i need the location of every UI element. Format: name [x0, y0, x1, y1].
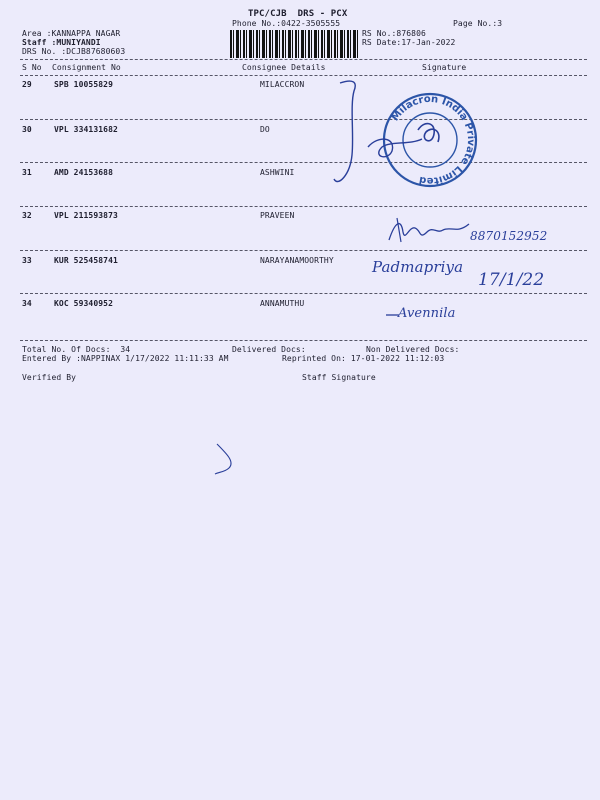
delivered-docs: Delivered Docs:	[232, 345, 306, 354]
table-row	[0, 256, 600, 266]
divider	[20, 293, 587, 294]
handwritten-name-34: Avennila	[398, 306, 456, 321]
drs-number: DRS No. :DCJB87680603	[22, 47, 126, 56]
row-consignment: AMD 24153688	[54, 168, 113, 177]
area-label: Area :KANNAPPA NAGAR	[22, 29, 121, 38]
barcode	[230, 30, 358, 58]
row-consignee: PRAVEEN	[260, 211, 295, 220]
row-consignee: ASHWINI	[260, 168, 295, 177]
signature-32	[385, 212, 475, 247]
row-consignee: NARAYANAMOORTHY	[260, 256, 334, 265]
divider	[20, 119, 587, 120]
stray-pen-mark	[205, 440, 245, 480]
page-number: Page No.:3	[453, 19, 503, 28]
rs-number: RS No.:876806	[362, 29, 426, 38]
divider	[20, 75, 587, 76]
divider	[20, 59, 587, 60]
row-consignment: SPB 10055829	[54, 80, 113, 89]
divider	[20, 250, 587, 251]
row-consignment: KOC 59340952	[54, 299, 113, 308]
report-title: TPC/CJB DRS - PCX	[248, 9, 348, 19]
row-sno: 32	[22, 211, 32, 220]
table-row	[0, 125, 600, 135]
handwritten-date-33: 17/1/22	[478, 270, 545, 290]
row-consignment: VPL 334131682	[54, 125, 118, 134]
row-consignment: KUR 525458741	[54, 256, 118, 265]
row-consignee: MILACCRON	[260, 80, 305, 89]
col-signature: Signature	[422, 63, 467, 72]
signature-scribble	[330, 75, 490, 195]
row-consignee: ANNAMUTHU	[260, 299, 305, 308]
non-delivered-docs: Non Delivered Docs:	[366, 345, 460, 354]
row-sno: 31	[22, 168, 32, 177]
table-row	[0, 299, 600, 309]
col-sno: S No	[22, 63, 42, 72]
phone-number: Phone No.:0422-3505555	[232, 19, 341, 28]
table-row	[0, 168, 600, 178]
row-sno: 30	[22, 125, 32, 134]
row-sno: 29	[22, 80, 32, 89]
handwritten-name-33: Padmapriya	[372, 258, 464, 276]
verified-by: Verified By	[22, 373, 77, 382]
table-row	[0, 80, 600, 90]
row-sno: 34	[22, 299, 32, 308]
dash-mark	[385, 310, 401, 320]
svg-text:Milacron India Private Limited: Milacron India Private Limited	[389, 93, 477, 187]
col-consignee: Consignee Details	[242, 63, 326, 72]
table-row	[0, 211, 600, 221]
col-consignment: Consignment No	[52, 63, 121, 72]
row-sno: 33	[22, 256, 32, 265]
row-consignment: VPL 211593873	[54, 211, 118, 220]
total-docs: Total No. Of Docs: 34	[22, 345, 131, 354]
rs-date: RS Date:17-Jan-2022	[362, 38, 456, 47]
staff-label: Staff :MUNIYANDI	[22, 38, 101, 47]
handwritten-phone: 8870152952	[470, 229, 548, 243]
divider	[20, 206, 587, 207]
row-consignee: DO	[260, 125, 270, 134]
reprinted-on: Reprinted On: 17-01-2022 11:12:03	[282, 354, 445, 363]
divider	[20, 340, 587, 341]
divider	[20, 162, 587, 163]
entered-by: Entered By :NAPPINAX 1/17/2022 11:11:33 AM	[22, 354, 229, 363]
staff-signature-label: Staff Signature	[302, 373, 376, 382]
